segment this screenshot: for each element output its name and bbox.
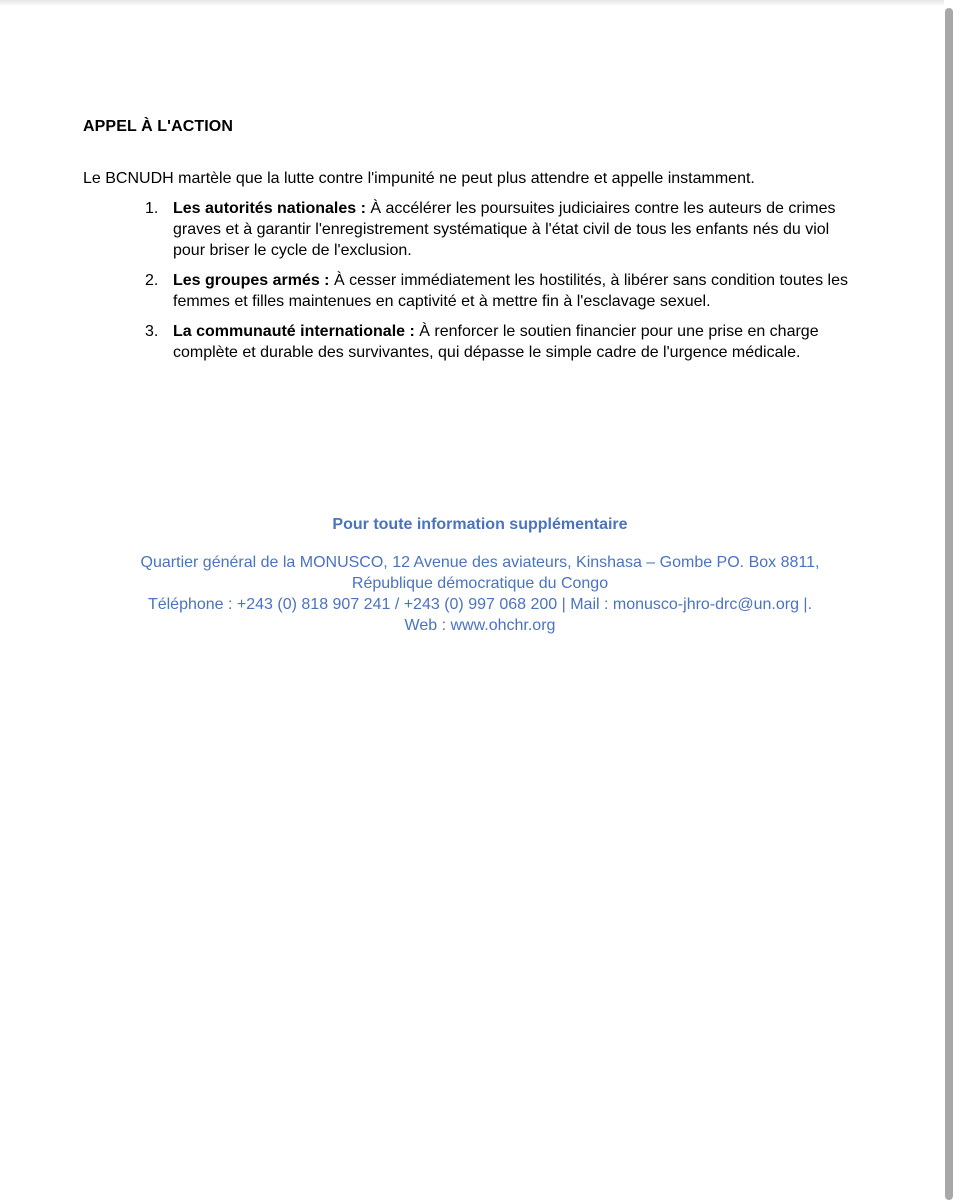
action-list — [145, 198, 848, 372]
section-heading: APPEL À L'ACTION — [83, 118, 234, 135]
action-number: 1. — [145, 200, 159, 217]
action-item — [145, 321, 848, 363]
contact-web: Web : www.ohchr.org — [404, 617, 556, 634]
action-number: 2. — [145, 272, 159, 289]
action-text: À accélérer les poursuites judiciaires contre les auteurs de crimes graves et à garantir l'enregistrement systématique à l'état civil de tous les enfants nés du viol pour briser le cycle de l'exclusion. — [173, 200, 836, 259]
contact-address-line-1: Quartier général de la MONUSCO, 12 Avenue des aviateurs, Kinshasa – Gombe PO. Box 8811, — [140, 554, 820, 571]
action-title: La communauté internationale : — [173, 323, 415, 340]
action-item — [145, 198, 848, 261]
action-text: À cesser immédiatement les hostilités, à libérer sans condition toutes les femmes et filles maintenues en captivité et à mettre fin à l'esclavage sexuel. — [173, 272, 848, 310]
contact-title: Pour toute information supplémentaire — [332, 516, 628, 533]
action-item — [145, 270, 848, 312]
action-title: Les groupes armés : — [173, 272, 330, 289]
contact-address-line-2: République démocratique du Congo — [351, 575, 609, 592]
page-top-edge — [0, 0, 944, 6]
action-title: Les autorités nationales : — [173, 200, 366, 217]
action-number: 3. — [145, 323, 159, 340]
contact-phone-mail: Téléphone : +243 (0) 818 907 241 / +243 (0) 997 068 200 | Mail : monusco-jhro-drc@un.org |. — [147, 596, 813, 613]
contact-block — [100, 514, 860, 636]
intro-paragraph: Le BCNUDH martèle que la lutte contre l'impunité ne peut plus attendre et appelle instamment. — [83, 170, 755, 187]
action-text: À renforcer le soutien financier pour une prise en charge complète et durable des survivantes, qui dépasse le simple cadre de l'urgence médicale. — [173, 323, 819, 361]
vertical-scrollbar[interactable] — [945, 8, 953, 1200]
